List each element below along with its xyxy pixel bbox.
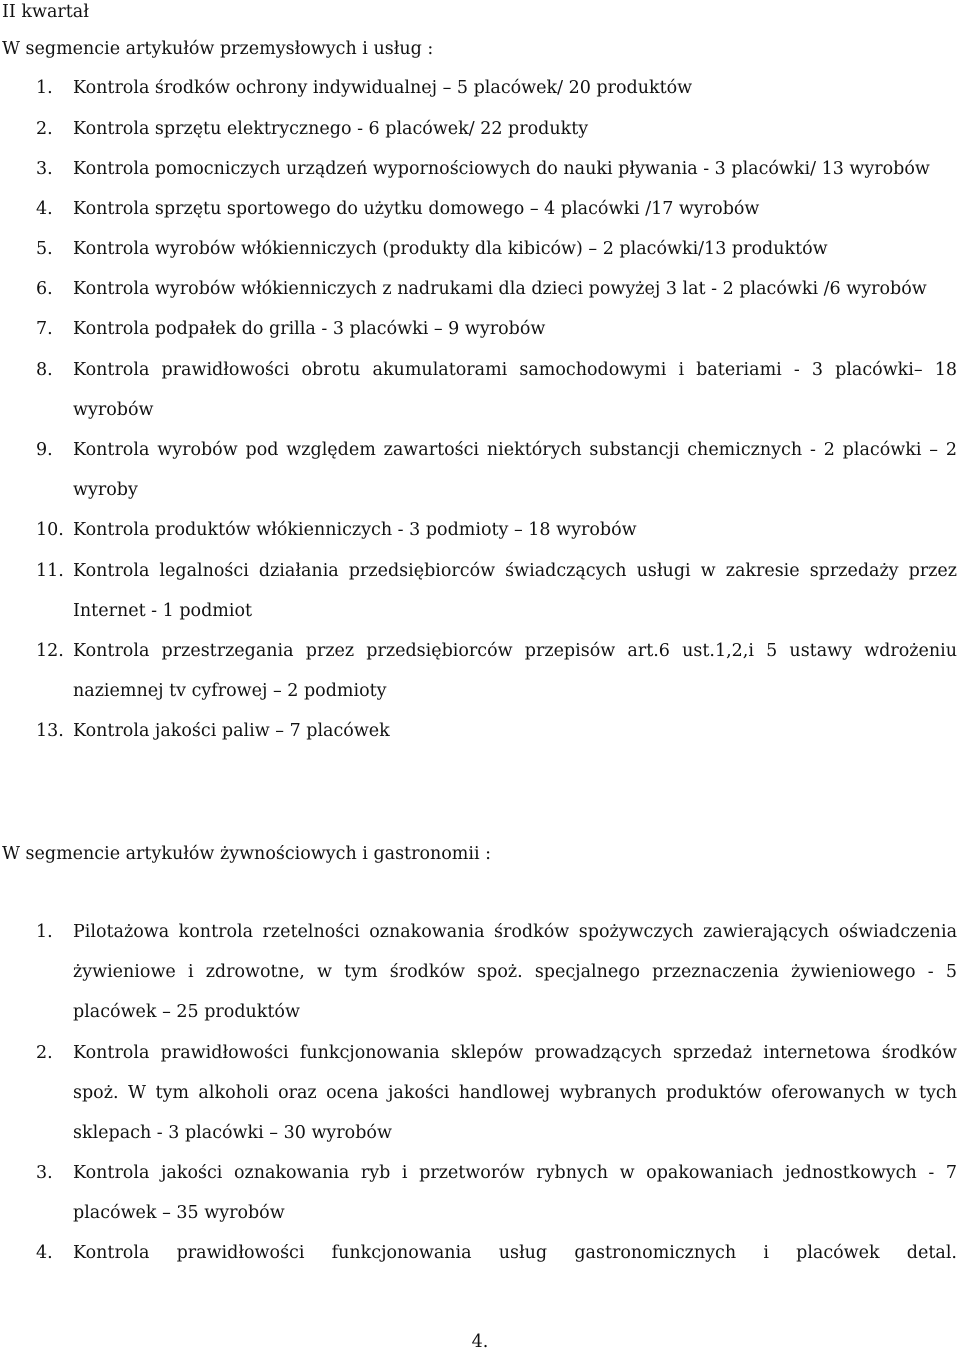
list-item-text: Pilotażowa kontrola rzetelności oznakowania środków spożywczych zawierających oświadczenia żywieniowe i zdrowotne, w tym środków spoż. specjalnego przeznaczenia żywieniowego - 5 placówek – 25 produktów [73, 922, 957, 1022]
list-item-number: 3. [36, 1163, 53, 1183]
list-item-number: 2. [36, 1043, 53, 1063]
list-item-number: 4. [36, 1243, 53, 1263]
list-item-number: 1. [36, 78, 53, 98]
list-item-number: 6. [36, 279, 53, 299]
list-item-number: 8. [36, 360, 53, 380]
list-item-text: Kontrola środków ochrony indywidualnej – 5 placówek/ 20 produktów [73, 78, 693, 98]
list-item-text: Kontrola jakości oznakowania ryb i przetworów rybnych w opakowaniach jednostkowych - 7 placówek – 35 wyrobów [73, 1163, 957, 1223]
list-item-text: Kontrola przestrzegania przez przedsiębiorców przepisów art.6 ust.1,2,i 5 ustawy wdrożeniu naziemnej tv cyfrowej – 2 podmioty [73, 641, 957, 701]
list-item-text: Kontrola jakości paliw – 7 placówek [73, 721, 390, 741]
list-item-text: Kontrola wyrobów pod względem zawartości niektórych substancji chemicznych - 2 placówki – 2 wyroby [73, 440, 957, 500]
list-item-number: 7. [36, 319, 53, 339]
list-item-number: 13. [36, 721, 64, 741]
list-item-number: 10. [36, 520, 64, 540]
list-item-text: Kontrola prawidłowości funkcjonowania usług gastronomicznych i placówek detal. [73, 1243, 957, 1263]
list-item-text: Kontrola produktów włókienniczych - 3 podmioty – 18 wyrobów [73, 520, 637, 540]
list-item-text: Kontrola pomocniczych urządzeń wypornościowych do nauki pływania - 3 placówki/ 13 wyrobów [73, 159, 930, 179]
list-item-number: 9. [36, 440, 53, 460]
list-item-text: Kontrola legalności działania przedsiębiorców świadczących usługi w zakresie sprzedaży przez Internet - 1 podmiot [73, 561, 957, 621]
list-item-text: Kontrola prawidłowości funkcjonowania sklepów prowadzących sprzedaż internetowa środków spoż. W tym alkoholi oraz ocena jakości handlowej wybranych produktów oferowanych w tych sklepach - 3 placówki – 30 wyrobów [73, 1043, 957, 1143]
list-item-number: 4. [36, 199, 53, 219]
list-item-number: 5. [36, 239, 53, 259]
list-item-text: Kontrola podpałek do grilla - 3 placówki – 9 wyrobów [73, 319, 546, 339]
list-item-number: 12. [36, 641, 64, 661]
list-item-text: Kontrola sprzętu sportowego do użytku domowego – 4 placówki /17 wyrobów [73, 199, 760, 219]
list-item-text: Kontrola wyrobów włókienniczych (produkty dla kibiców) – 2 placówki/13 produktów [73, 239, 828, 259]
list-item-text: Kontrola sprzętu elektrycznego - 6 placówek/ 22 produkty [73, 119, 589, 139]
section-industrial-heading: W segmencie artykułów przemysłowych i usług : [2, 39, 434, 59]
list-item-number: 2. [36, 119, 53, 139]
list-item-text: Kontrola prawidłowości obrotu akumulatorami samochodowymi i bateriami - 3 placówki– 18 wyrobów [73, 360, 957, 420]
list-item-text: Kontrola wyrobów włókienniczych z nadrukami dla dzieci powyżej 3 lat - 2 placówki /6 wyrobów [73, 279, 927, 299]
list-item-number: 1. [36, 922, 53, 942]
list-item-number: 11. [36, 561, 64, 581]
section-food-heading: W segmencie artykułów żywnościowych i gastronomii : [2, 844, 492, 864]
page-number: 4. [471, 1332, 489, 1352]
quarter-heading: II kwartał [2, 2, 89, 22]
list-item-number: 3. [36, 159, 53, 179]
